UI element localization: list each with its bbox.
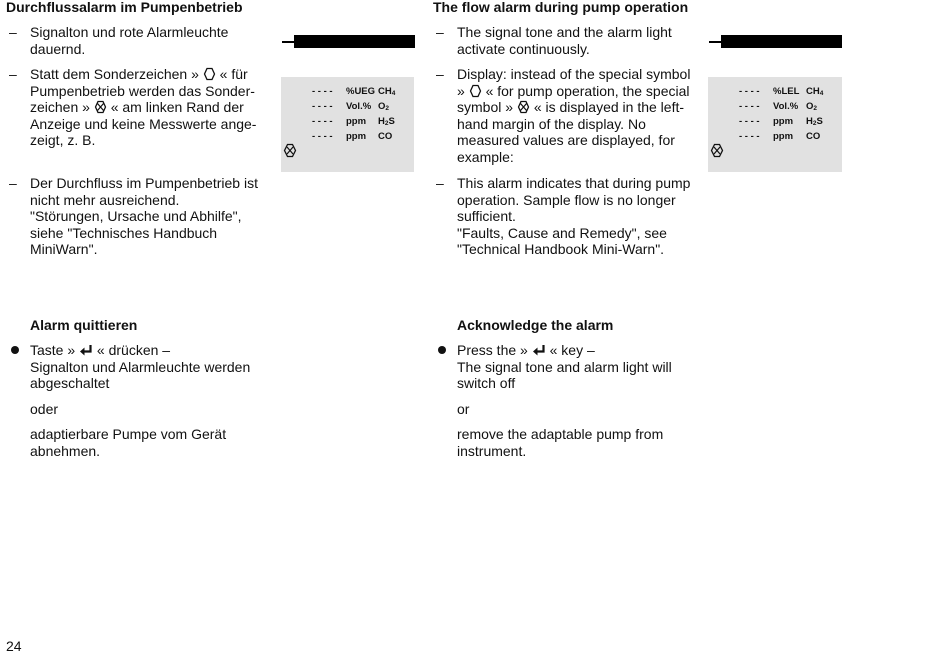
left-item2-text: [30, 66, 270, 149]
right-item3-line2: "Faults, Cause and Remedy", see "Technical Handbook Mini-Warn".: [457, 224, 667, 257]
left-rule-bar: [294, 35, 415, 48]
right-rule-bar: [721, 35, 842, 48]
right-item2-part-c: « is displayed in the left-hand margin of the display. No measured values are displayed, for example:: [457, 99, 685, 165]
left-display-example: - - - - %UEG $CH_4$ - - - - Vol.% $O_2$ - - - - ppm $H_2S$ - - - - ppm CO: [281, 77, 414, 172]
left-ack-bullet: [11, 346, 19, 354]
right-item3-dash: –: [436, 175, 444, 191]
left-item2-part-c: « am linken Rand der Anzeige und keine Messwerte ange-zeigt, z. B.: [30, 99, 257, 148]
right-ack-part-b: « key –: [549, 342, 595, 358]
right-ack-part-c: The signal tone and alarm light will switch off: [457, 358, 672, 391]
right-heading: The flow alarm during pump operation: [433, 0, 689, 15]
right-rule-tick: [709, 41, 721, 43]
left-ack-part-b: « drücken –: [96, 342, 171, 358]
left-item3-text: [30, 175, 270, 258]
right-ack-part-a: Press the »: [457, 342, 528, 358]
right-ack-heading: Acknowledge the alarm: [457, 317, 614, 333]
page-number: 24: [6, 638, 22, 654]
right-item2-part-b: « for pump operation, the special symbol »: [457, 82, 690, 115]
left-item3-line2: "Störungen, Ursache und Abhilfe", siehe "Technisches Handbuch MiniWarn".: [30, 208, 242, 257]
flow-alarm-display-icon: [710, 143, 724, 158]
left-item2-dash: –: [9, 66, 17, 82]
right-item3-line1: This alarm indicates that during pump operation. Sample flow is no longer sufficient.: [457, 175, 691, 224]
pump-symbol-icon: [203, 67, 216, 81]
flow-alarm-symbol-icon: [517, 100, 530, 114]
left-rule-tick: [282, 41, 294, 43]
right-or: or: [457, 401, 470, 417]
right-item2-text: [457, 66, 701, 165]
right-item2-part-a: Display: instead of the special symbol »: [457, 66, 691, 99]
right-ack-text: [457, 342, 697, 392]
left-heading: Durchflussalarm im Pumpenbetrieb: [6, 0, 243, 15]
right-item1-text: The signal tone and the alarm light activate continuously.: [457, 24, 672, 57]
left-item3-dash: –: [9, 175, 17, 191]
left-ack-text: [30, 342, 270, 392]
left-ack-alt: adaptierbare Pumpe vom Gerät abnehmen.: [30, 426, 227, 459]
enter-key-icon: [79, 344, 93, 357]
left-item3-line1: Der Durchfluss im Pumpenbetrieb ist nicht mehr ausreichend.: [30, 175, 258, 208]
right-ack-bullet: [438, 346, 446, 354]
right-item3-text: [457, 175, 697, 258]
right-item2-dash: –: [436, 66, 444, 82]
left-item2-part-b: « für Pumpenbetrieb werden das Sonder-zeichen »: [30, 66, 255, 115]
flow-alarm-symbol-icon: [94, 100, 107, 114]
flow-alarm-display-icon: [283, 143, 297, 158]
left-item1-dash: –: [9, 24, 17, 40]
left-ack-heading: Alarm quittieren: [30, 317, 138, 333]
pump-symbol-icon: [469, 84, 482, 98]
left-ack-part-c: Signalton und Alarmleuchte werden abgeschaltet: [30, 358, 251, 391]
left-item1-text: Signalton und rote Alarmleuchte dauernd.: [30, 24, 229, 57]
right-item1-dash: –: [436, 24, 444, 40]
left-or: oder: [30, 401, 59, 417]
left-item2-part-a: Statt dem Sonderzeichen »: [30, 66, 199, 82]
left-ack-part-a: Taste »: [30, 342, 76, 358]
enter-key-icon: [532, 344, 546, 357]
right-display-example: - - - - %LEL $CH_4$ - - - - Vol.% $O_2$ - - - - ppm $H_2S$ - - - - ppm CO: [708, 77, 842, 172]
right-ack-alt: remove the adaptable pump from instrument.: [457, 426, 664, 459]
